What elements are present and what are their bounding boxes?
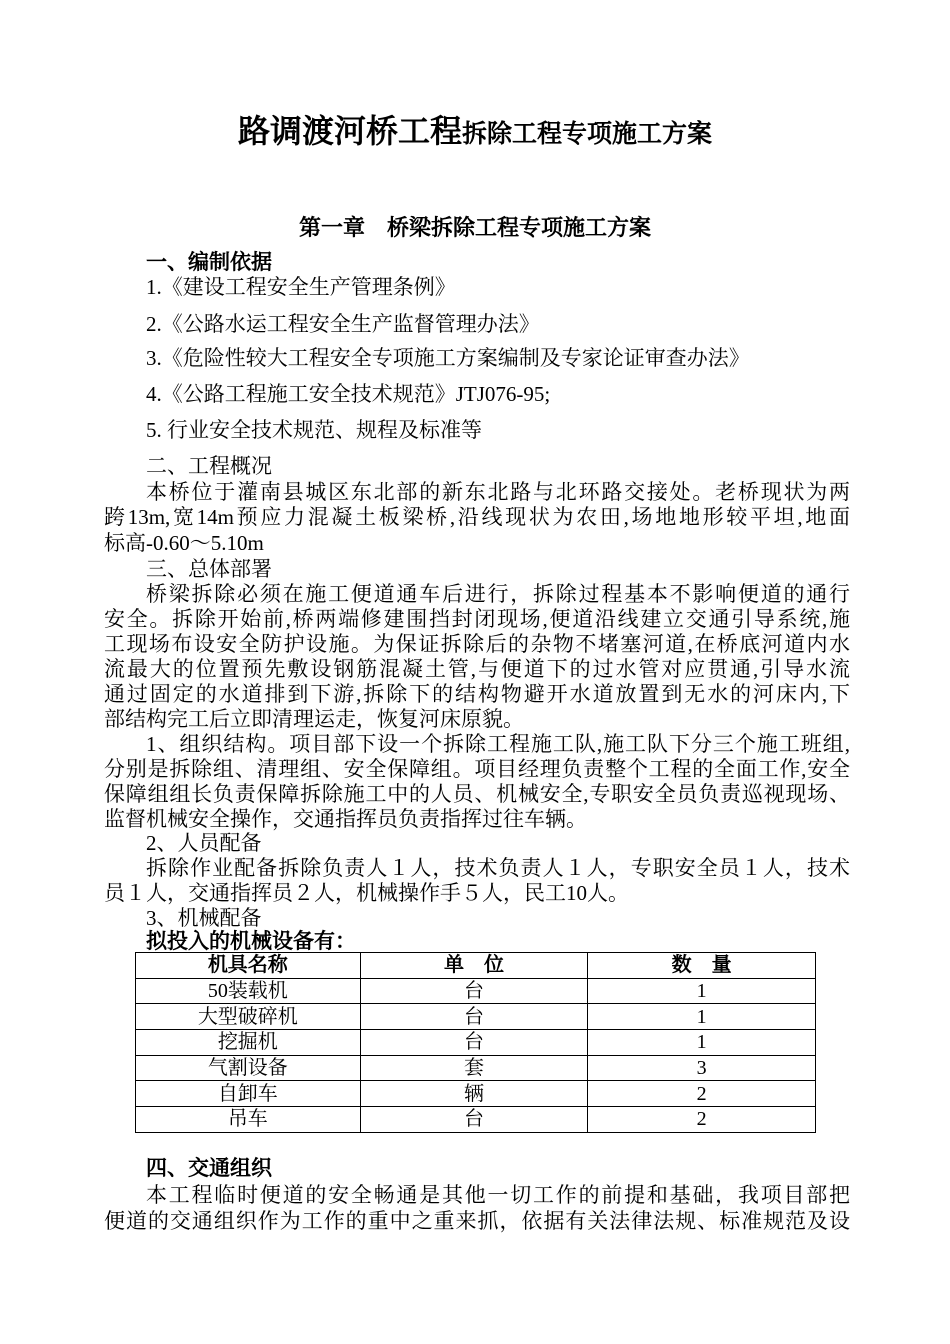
table-row xyxy=(136,1081,816,1107)
cell: 2 xyxy=(588,1107,816,1133)
text-line: 桥梁拆除必须在施工便道通车后进行，拆除过程基本不影响便道的通行 xyxy=(146,582,850,606)
column-header: 机具名称 xyxy=(136,953,361,979)
section-heading: 二、工程概况 xyxy=(146,454,272,478)
text-line: 跨13m,宽14m预应力混凝土板梁桥,沿线现状为农田,场地地形较平坦,地面 xyxy=(104,505,850,529)
title-main: 路调渡河桥工程 xyxy=(237,113,462,149)
text-line: 1、组织结构。项目部下设一个拆除工程施工队,施工队下分三个施工班组, xyxy=(146,732,850,756)
table-caption: 拟投入的机械设备有： xyxy=(146,929,356,953)
table-row xyxy=(136,1004,816,1030)
text-line: 保障组组长负责保障拆除施工中的人员、机械安全,专职安全员负责巡视现场、 xyxy=(104,782,850,806)
cell: 辆 xyxy=(360,1081,588,1107)
text-line: 本工程临时便道的安全畅通是其他一切工作的前提和基础，我项目部把 xyxy=(146,1183,850,1207)
text-line: 员１人，交通指挥员２人，机械操作手５人，民工10人。 xyxy=(104,881,629,905)
equipment-table xyxy=(135,952,816,1133)
subsection-heading: 3、机械配备 xyxy=(146,906,262,930)
table-row xyxy=(136,978,816,1004)
text-line: 分别是拆除组、清理组、安全保障组。项目经理负责整个工程的全面工作,安全 xyxy=(104,757,850,781)
table-row xyxy=(136,1030,816,1056)
cell: 1 xyxy=(588,978,816,1004)
subsection-heading: 2、人员配备 xyxy=(146,831,262,855)
list-item: 4.《公路工程施工安全技术规范》JTJ076-95; xyxy=(146,382,551,406)
cell: 50装载机 xyxy=(136,978,361,1004)
cell: 1 xyxy=(588,1004,816,1030)
text-line: 流最大的位置预先敷设钢筋混凝土管,与便道下的过水管对应贯通,引导水流 xyxy=(104,657,850,681)
text-line: 安全。拆除开始前,桥两端修建围挡封闭现场,便道沿线建立交通引导系统,施 xyxy=(104,607,850,631)
text-line: 拆除作业配备拆除负责人１人，技术负责人１人，专职安全员１人，技术 xyxy=(146,856,850,880)
section-heading: 四、交通组织 xyxy=(146,1156,272,1180)
text-line: 本桥位于灌南县城区东北部的新东北路与北环路交接处。老桥现状为两 xyxy=(146,480,850,504)
cell: 挖掘机 xyxy=(136,1030,361,1056)
cell: 吊车 xyxy=(136,1107,361,1133)
text-line: 标高-0.60～5.10m xyxy=(104,531,264,555)
cell: 台 xyxy=(360,1107,588,1133)
section-heading: 一、编制依据 xyxy=(146,250,272,274)
chapter-heading: 第一章 桥梁拆除工程专项施工方案 xyxy=(298,215,651,240)
list-item: 2.《公路水运工程安全生产监督管理办法》 xyxy=(146,312,540,336)
cell: 2 xyxy=(588,1081,816,1107)
section-heading: 三、总体部署 xyxy=(146,557,272,581)
cell: 台 xyxy=(360,978,588,1004)
title-sub: 拆除工程专项施工方案 xyxy=(462,121,713,148)
cell: 台 xyxy=(360,1030,588,1056)
text-line: 工现场布设安全防护设施。为保证拆除后的杂物不堵塞河道,在桥底河道内水 xyxy=(104,632,850,656)
column-header: 数 量 xyxy=(588,953,816,979)
text-line: 便道的交通组织作为工作的重中之重来抓，依据有关法律法规、标准规范及设 xyxy=(104,1209,850,1233)
text-line: 通过固定的水道排到下游,拆除下的结构物避开水道放置到无水的河床内,下 xyxy=(104,682,850,706)
text-line: 部结构完工后立即清理运走，恢复河床原貌。 xyxy=(104,707,524,731)
cell: 3 xyxy=(588,1055,816,1081)
cell: 大型破碎机 xyxy=(136,1004,361,1030)
cell: 自卸车 xyxy=(136,1081,361,1107)
cell: 台 xyxy=(360,1004,588,1030)
list-item: 3.《危险性较大工程安全专项施工方案编制及专家论证审查办法》 xyxy=(146,346,750,370)
table-row xyxy=(136,1107,816,1133)
table-row xyxy=(136,1055,816,1081)
cell: 1 xyxy=(588,1030,816,1056)
document-title xyxy=(0,106,950,152)
list-item: 5. 行业安全技术规范、规程及标准等 xyxy=(146,418,482,442)
list-item: 1.《建设工程安全生产管理条例》 xyxy=(146,275,456,299)
text-line: 监督机械安全操作，交通指挥员负责指挥过往车辆。 xyxy=(104,807,587,831)
column-header: 单 位 xyxy=(360,953,588,979)
cell: 气割设备 xyxy=(136,1055,361,1081)
table-header-row xyxy=(136,953,816,979)
cell: 套 xyxy=(360,1055,588,1081)
